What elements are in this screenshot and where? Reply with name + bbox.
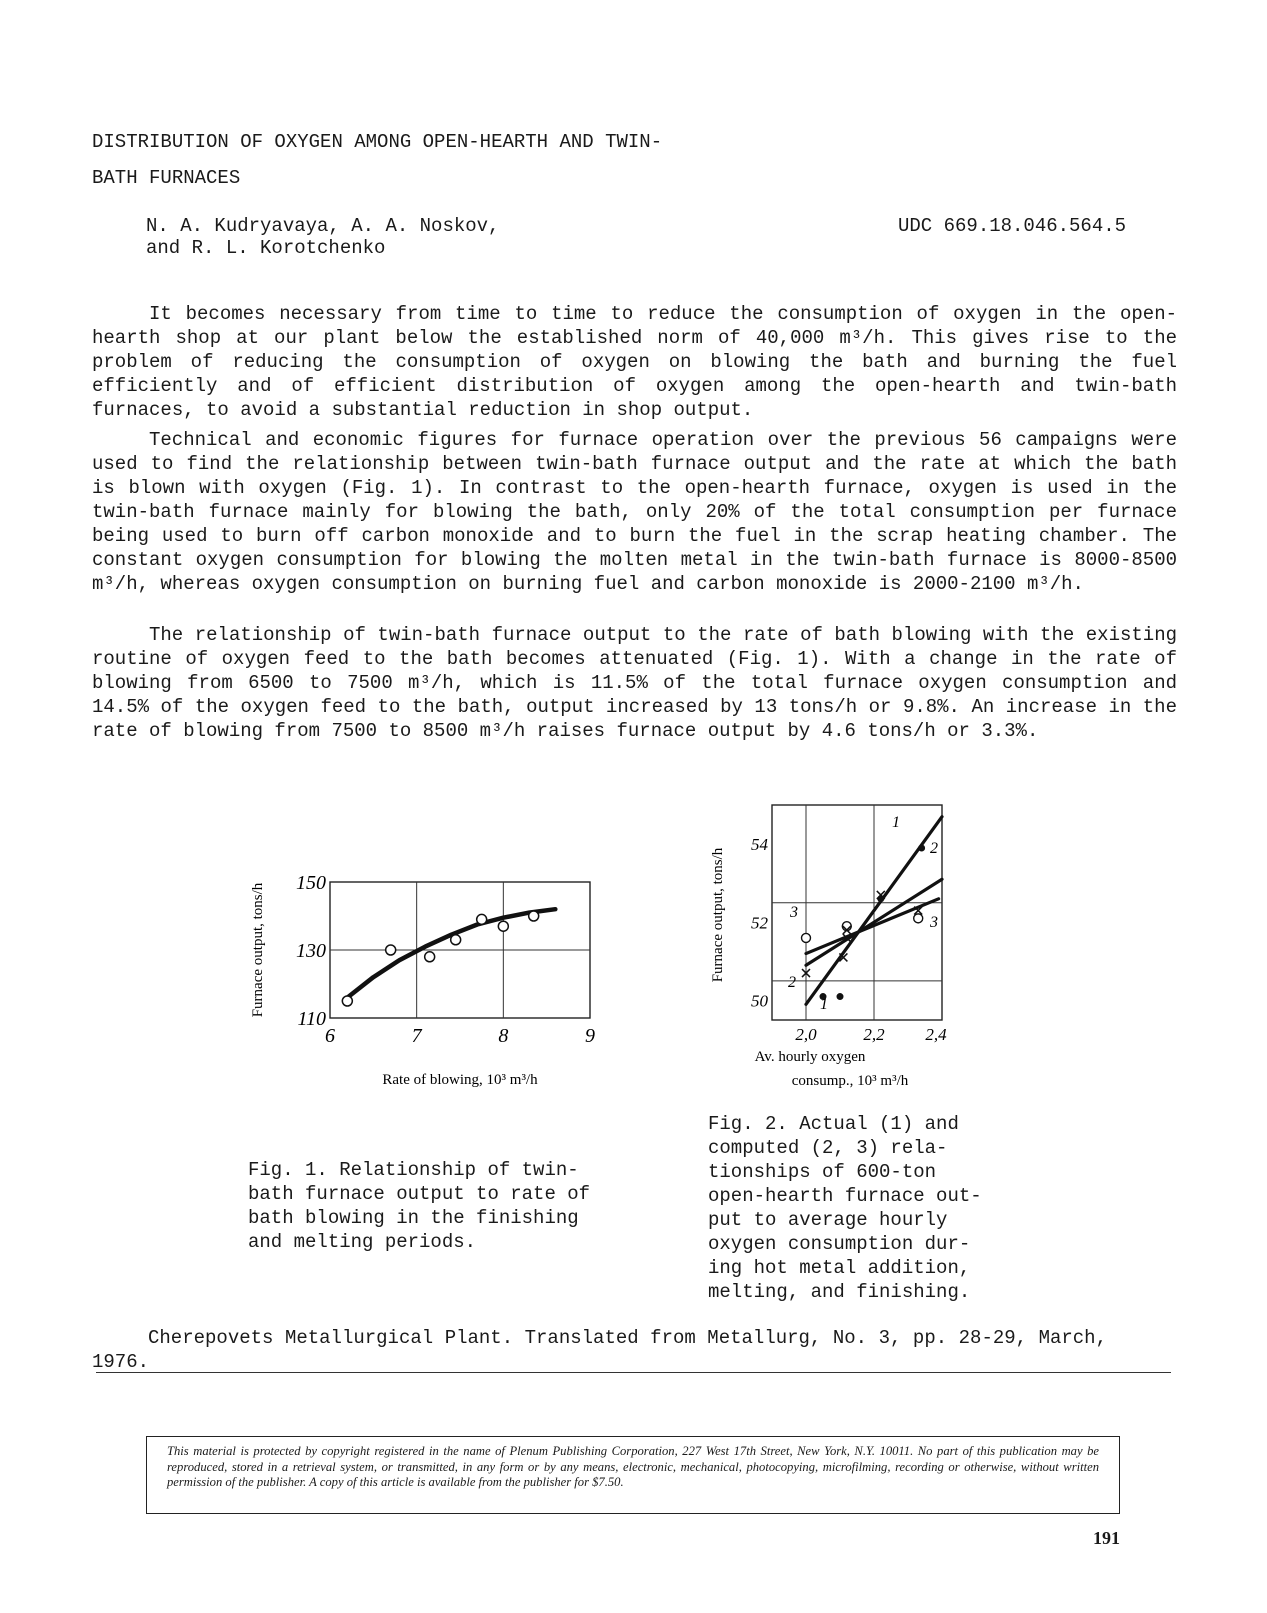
fig2-x-tick-label: 2,0 <box>795 1025 817 1044</box>
fig1-grid <box>330 882 590 1018</box>
authors-line-2: and R. L. Korotchenko <box>146 237 386 259</box>
fig2-x-tick-label: 2,4 <box>925 1025 947 1044</box>
fig2-x-tick-label: 2,2 <box>863 1025 885 1044</box>
fig2-marks <box>802 817 943 1005</box>
fig1-y-tick-label: 110 <box>297 1008 326 1030</box>
figure-1-caption: Fig. 1. Relationship of twin- bath furnace output to rate of bath blowing in the finishing and melting periods. <box>248 1159 591 1253</box>
fig1-x-tick-label: 8 <box>498 1025 509 1047</box>
fig1-x-tick-label: 7 <box>411 1025 422 1047</box>
fig2-point-dot <box>837 993 844 1000</box>
fig2-line-label: 1 <box>820 996 828 1013</box>
fig1-y-tick-label: 130 <box>296 940 326 962</box>
paragraph-2 <box>92 428 1177 596</box>
figure-2-caption: Fig. 2. Actual (1) and computed (2, 3) rela- tionships of 600-ton open-hearth furnace out- put to average hourly oxygen consumption dur- ing hot metal addition, melting, and finishing. <box>708 1113 982 1303</box>
fig2-point-circle <box>802 933 811 942</box>
fig2-line-label: 1 <box>892 814 900 831</box>
page-number: 191 <box>1093 1528 1120 1548</box>
fig1-data-point <box>342 996 352 1006</box>
fig2-y-tick-label: 50 <box>751 991 768 1011</box>
fig2-point-circle <box>914 914 923 923</box>
copyright-notice <box>146 1436 1120 1514</box>
authors-line-1: N. A. Kudryavaya, A. A. Noskov, <box>146 215 500 237</box>
article-title-line-2: BATH FURNACES <box>92 167 241 189</box>
fig1-data-point <box>477 914 487 924</box>
fig1-data-point <box>386 945 396 955</box>
fig2-point-dot <box>918 845 925 852</box>
fig1-data-point <box>425 952 435 962</box>
article-title-line-1: DISTRIBUTION OF OXYGEN AMONG OPEN-HEARTH AND TWIN- <box>92 131 663 153</box>
fig1-x-tick-label: 9 <box>585 1025 595 1047</box>
fig1-fit-curve <box>347 909 555 997</box>
fig2-line-label: 2 <box>788 974 796 991</box>
paragraph-2-text: Technical and economic figures for furnace operation over the previous 56 campaigns were used to find the relationship between twin-bath furnace output and the rate at which the bath is blown with oxygen (Fig. 1). In contrast to the open-hearth furnace, oxygen is used in the twin-bath furnace mainly for blowing the bath, only 20% of the total consumption per furnace being used to burn off carbon monoxide and to burn the fuel in the scrap heating chamber. The constant oxygen consumption for blowing the molten metal in the twin-bath furnace is 8000-8500 m³/h, whereas oxygen consumption on burning fuel and carbon monoxide is 2000-2100 m³/h. <box>92 429 1177 595</box>
fig2-y-tick-label: 54 <box>751 835 768 855</box>
fig1-data-point <box>451 935 461 945</box>
paragraph-1 <box>92 302 1177 422</box>
fig1-text <box>250 872 595 1088</box>
fig2-point-dot <box>877 895 884 902</box>
fig2-line-label: 3 <box>930 914 938 931</box>
paragraph-3 <box>92 623 1177 743</box>
fig2-line-label: 2 <box>930 840 938 857</box>
fig1-data-point <box>498 921 508 931</box>
fig1-x-axis-label: Rate of blowing, 10³ m³/h <box>382 1072 538 1088</box>
fig2-x-axis-label-line-1: Av. hourly oxygen <box>754 1049 866 1065</box>
fig1-y-tick-label: 150 <box>296 872 326 894</box>
fig2-line-label: 3 <box>790 904 798 921</box>
fig2-x-axis-label-line-2: consump., 10³ m³/h <box>791 1073 909 1089</box>
fig1-data-point <box>529 911 539 921</box>
fig1-marks <box>342 909 555 1006</box>
paragraph-3-text: The relationship of twin-bath furnace output to the rate of bath blowing with the existing routine of oxygen feed to the bath becomes attenuated (Fig. 1). With a change in the rate of blowing from 6500 to 7500 m³/h, which is 11.5% of the total furnace oxygen consumption and 14.5% of the oxygen feed to the bath, output increased by 13 tons/h or 9.8%. An increase in the rate of blowing from 7500 to 8500 m³/h raises furnace output by 4.6 tons/h or 3.3%. <box>92 624 1177 742</box>
footnote-affiliation: Cherepovets Metallurgical Plant. Translated from Metallurg, No. 3, pp. 28-29, March, 1976. <box>92 1327 1107 1373</box>
fig2-series-line-3 <box>806 899 939 954</box>
figure-2-chart <box>700 795 1000 1095</box>
fig2-y-tick-label: 52 <box>751 913 768 933</box>
fig2-y-axis-label: Furnace output, tons/h <box>710 847 726 983</box>
copyright-text: This material is protected by copyright registered in the name of Plenum Publishing Corporation, 227 West 17th Street, New York, N.Y. 10011. No part of this publication may be reproduced, stored in a retrieval system, or transmitted, in any form or by any means, electronic, mechanical, photocopying, microfilming, recording or otherwise, without written permission of the publisher. A copy of this article is available from the publisher for $7.50. <box>167 1444 1099 1489</box>
udc-code: UDC 669.18.046.564.5 <box>898 215 1127 237</box>
fig1-y-axis-label: Furnace output, tons/h <box>250 882 266 1018</box>
figure-1-chart <box>230 860 610 1100</box>
fig1-x-tick-label: 6 <box>325 1025 335 1047</box>
paragraph-1-text: It becomes necessary from time to time to reduce the consumption of oxygen in the open-hearth shop at our plant below the established norm of 40,000 m³/h. This gives rise to the problem of reducing the consumption of oxygen on blowing the bath and burning the fuel efficiently and of efficient distribution of oxygen among the open-hearth and twin-bath furnaces, to avoid a substantial reduction in shop output. <box>92 303 1177 421</box>
